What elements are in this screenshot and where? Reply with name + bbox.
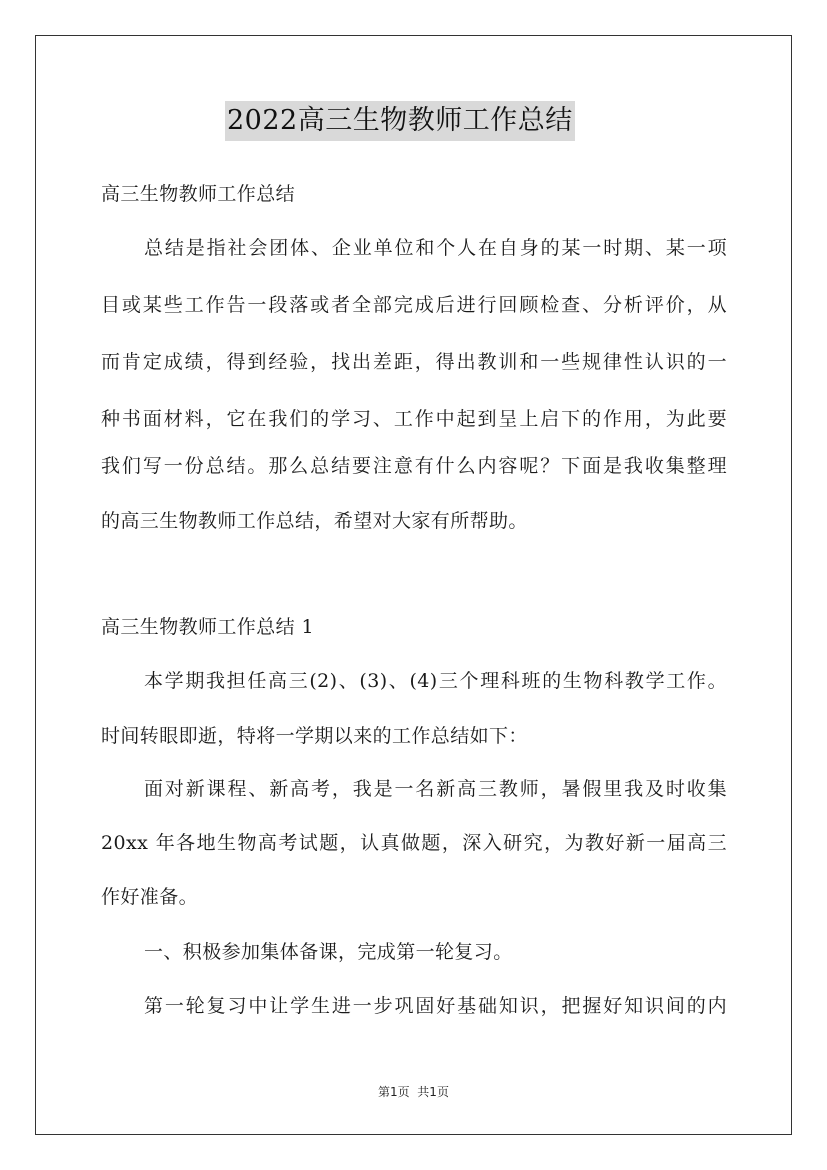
- document-title: 2022高三生物教师工作总结: [225, 101, 575, 141]
- paragraph-line: 本学期我担任高三(2)、(3)、(4)三个理科班的生物科教学工作。: [144, 670, 727, 692]
- paragraph-line: 我们写一份总结。那么总结要注意有什么内容呢？下面是我收集整理: [101, 455, 727, 477]
- paragraph-line: 作好准备。: [101, 886, 199, 908]
- list-item-heading: 一、积极参加集体备课，完成第一轮复习。: [144, 941, 513, 963]
- paragraph-line: 第一轮复习中让学生进一步巩固好基础知识，把握好知识间的内: [144, 995, 727, 1017]
- paragraph-line: 总结是指社会团体、企业单位和个人在自身的某一时期、某一项: [144, 237, 727, 259]
- section-heading: 高三生物教师工作总结 1: [101, 616, 314, 638]
- paragraph-line: 而肯定成绩，得到经验，找出差距，得出教训和一些规律性认识的一: [101, 351, 727, 373]
- paragraph-line: 时间转眼即逝，特将一学期以来的工作总结如下：: [101, 725, 528, 747]
- paragraph-line: 的高三生物教师工作总结，希望对大家有所帮助。: [101, 510, 528, 532]
- paragraph-line: 种书面材料，它在我们的学习、工作中起到呈上启下的作用，为此要: [101, 408, 727, 430]
- paragraph-line: 目或某些工作告一段落或者全部完成后进行回顾检查、分析评价，从: [101, 294, 727, 316]
- paragraph-line: 20xx 年各地生物高考试题，认真做题，深入研究，为教好新一届高三: [101, 832, 727, 854]
- paragraph-line: 面对新课程、新高考，我是一名新高三教师，暑假里我及时收集: [144, 778, 727, 800]
- page-footer: 第1页 共1页: [378, 1085, 449, 1099]
- section-heading: 高三生物教师工作总结: [101, 183, 296, 205]
